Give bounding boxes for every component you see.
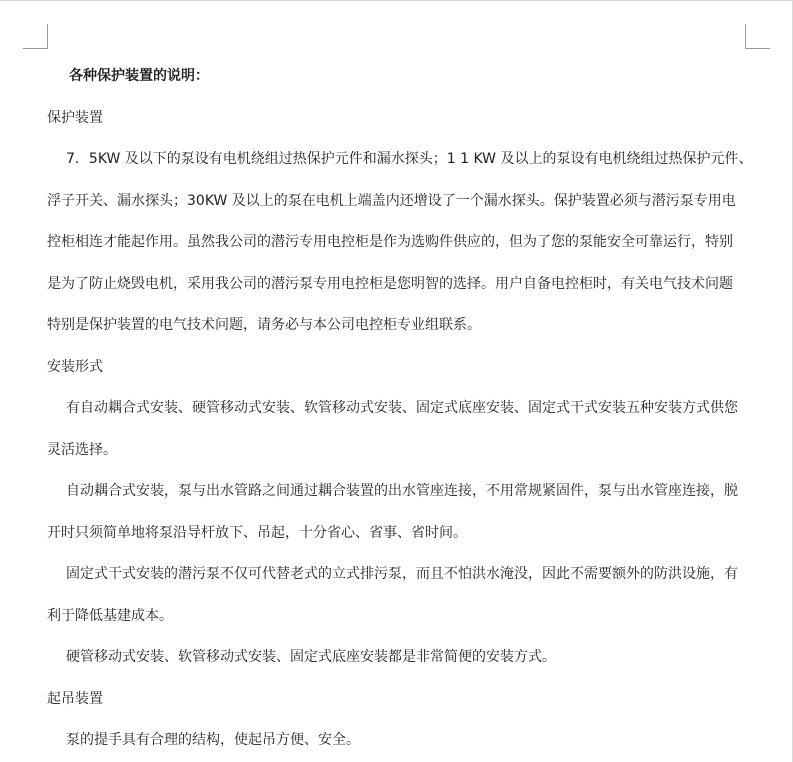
paragraph-line: 硬管移动式安装、软管移动式安装、固定式底座安装都是非常简便的安装方式。 <box>66 649 556 665</box>
section-heading-installation: 安装形式 <box>47 358 103 375</box>
margin-corner-mark-right <box>745 24 770 49</box>
document-body[interactable] <box>47 56 753 762</box>
paragraph-line: 有自动耦合式安装、硬管移动式安装、软管移动式安装、固定式底座安装、固定式干式安装五种安装方式供您 <box>66 400 738 416</box>
document-title: 各种保护装置的说明： <box>69 68 209 84</box>
paragraph-line: 泵的提手具有合理的结构，使起吊方便、安全。 <box>66 732 360 748</box>
paragraph-line: 7．5KW 及以下的泵设有电机绕组过热保护元件和漏水探头；1 1 KW 及以上的泵设有电机绕组过热保护元件、 <box>66 151 753 167</box>
section-heading-lifting: 起吊装置 <box>47 690 103 707</box>
paragraph-line: 固定式干式安装的潜污泵不仅可代替老式的立式排污泵，而且不怕洪水淹没，因此不需要额外的防洪设施，有 <box>66 566 738 582</box>
paragraph-line: 控柜相连才能起作用。虽然我公司的潜污专用电控柜是作为选购件供应的，但为了您的泵能安全可靠运行，特别 <box>47 234 733 250</box>
paragraph-line: 利于降低基建成本。 <box>47 607 173 624</box>
margin-corner-mark-left <box>23 24 48 49</box>
paragraph-line: 开时只须简单地将泵沿导杆放下、吊起，十分省心、省事、省时间。 <box>47 524 467 541</box>
paragraph-line: 灵活选择。 <box>47 441 117 458</box>
paragraph-line: 特别是保护装置的电气技术问题，请务必与本公司电控柜专业组联系。 <box>47 317 481 333</box>
paragraph-line: 自动耦合式安装，泵与出水管路之间通过耦合装置的出水管座连接，不用常规紧固件，泵与出水管座连接，脱 <box>66 483 738 499</box>
paragraph-line: 是为了防止烧毁电机，采用我公司的潜污泵专用电控柜是您明智的选择。用户自备电控柜时，有关电气技术问题 <box>47 275 733 292</box>
paragraph-line: 浮子开关、漏水探头；30KW 及以上的泵在电机上端盖内还增设了一个漏水探头。保护装置必须与潜污泵专用电 <box>47 192 736 209</box>
section-heading-protection: 保护装置 <box>47 109 103 126</box>
page-border-top <box>0 0 793 1</box>
